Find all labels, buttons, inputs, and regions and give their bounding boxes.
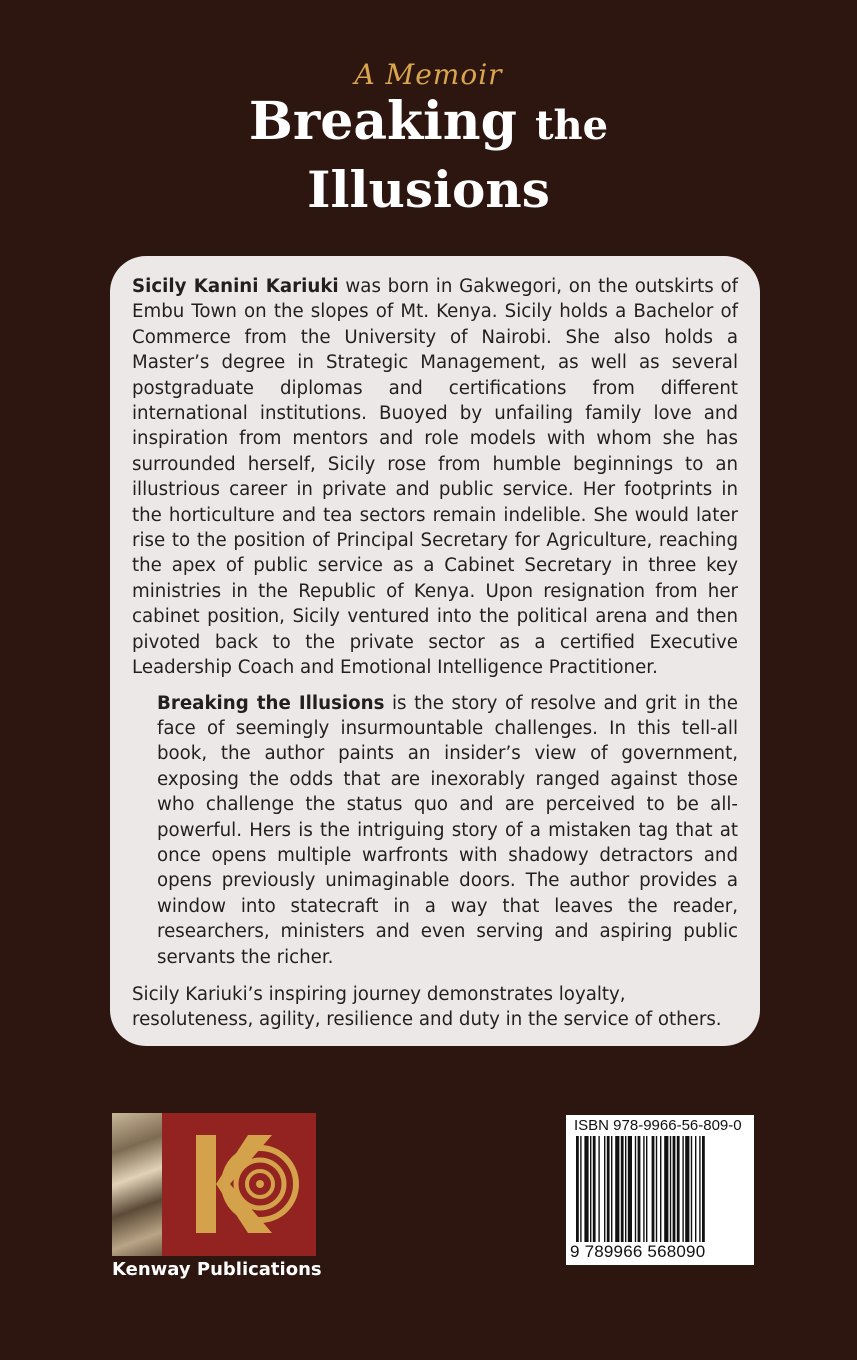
logo-photo-strip — [112, 1113, 162, 1256]
barcode-bar — [635, 1136, 636, 1242]
barcode-bar — [638, 1136, 641, 1242]
barcode-bar — [607, 1136, 610, 1242]
logo-red-block — [162, 1113, 316, 1256]
barcode-bar — [702, 1136, 705, 1242]
author-name: Sicily Kanini Kariuki — [132, 276, 339, 297]
title-breaking: Breaking — [248, 91, 517, 152]
story-text: is the story of resolve and grit in the face of seemingly insurmountable challenges. In this tell-all book, the author paints an insider’s view of government, exposing the odds that are inexorably ranged against those who challenge the status quo and are perceived to be all-powerful. Hers is the intriguing story of a mistaken tag that at once opens multiple warfronts with shadowy detractors and opens previously unimaginable doors. The author provides a window into statecraft in a way that leaves the reader, researchers, ministers and even serving and aspiring public servants the richer. — [157, 692, 738, 968]
barcode-bar — [604, 1136, 605, 1242]
barcode-bar — [611, 1136, 612, 1242]
story-paragraph — [157, 691, 738, 970]
book-title-line-2: Illusions — [307, 160, 550, 219]
barcode-bar — [673, 1136, 676, 1242]
barcode-bar — [699, 1136, 700, 1242]
barcode-bar — [615, 1136, 619, 1242]
publisher-logo — [112, 1113, 316, 1256]
barcode-bar — [643, 1136, 644, 1242]
barcode-bar — [660, 1136, 661, 1242]
barcode-bar — [576, 1136, 579, 1242]
barcode-bar — [656, 1136, 657, 1242]
barcode-bar — [584, 1136, 588, 1242]
barcode-bar — [598, 1136, 599, 1242]
barcode-bar — [646, 1136, 647, 1242]
barcode-bar — [677, 1136, 680, 1242]
barcode-bars — [576, 1136, 746, 1242]
barcode-bar — [590, 1136, 591, 1242]
author-bio-text: was born in Gakwegori, on the outskirts of Embu Town on the slopes of Mt. Kenya. Sicily holds a Bachelor of Commerce from the University of Nairobi. She also holds a Master’s degree in Strategic Management, as well as several postgraduate diplomas and certifications from different international institutions. Buoyed by unfailing family love and inspiration from mentors and role models with whom she has surrounded herself, Sicily rose from humble beginnings to an illustrious career in private and public service. Her footprints in the horticulture and tea sectors remain indelible. She would later rise to the position of Principal Secretary for Agriculture, reaching the apex of public service as a Cabinet Secretary in three key ministries in the Republic of Kenya. Upon resignation from her cabinet position, Sicily ventured into the political arena and then pivoted back to the private sector as a certified Executive Leadership Coach and Emotional Intelligence Practitioner. — [132, 276, 738, 679]
closing-paragraph: Sicily Kariuki’s inspiring journey demonstrates loyalty, resoluteness, agility, resilience and duty in the service of others. — [132, 983, 722, 1031]
barcode-bar — [593, 1136, 596, 1242]
title-the: the — [535, 102, 609, 149]
memoir-subtitle: A Memoir — [354, 58, 503, 91]
barcode-bar — [652, 1136, 655, 1242]
barcode-bar — [580, 1136, 581, 1242]
barcode-bar — [682, 1136, 683, 1242]
barcode-digits: 9 789966 568090 — [570, 1242, 706, 1261]
author-bio-paragraph — [132, 274, 738, 681]
publisher-name: Kenway Publications — [112, 1259, 322, 1280]
barcode-bar — [628, 1136, 632, 1242]
kenway-k-emblem-icon — [162, 1113, 316, 1256]
barcode-bar — [670, 1136, 671, 1242]
barcode-bar — [691, 1136, 692, 1242]
book-title-line-1 — [0, 91, 857, 152]
isbn-label: ISBN 978-9966-56-809-0 — [574, 1117, 742, 1134]
barcode-bar — [695, 1136, 696, 1242]
book-title-inline: Breaking the Illusions — [157, 692, 385, 714]
barcode-bar — [664, 1136, 668, 1242]
barcode-bar — [621, 1136, 624, 1242]
barcode-bar — [625, 1136, 626, 1242]
barcode-bar — [685, 1136, 689, 1242]
blurb-panel — [110, 256, 760, 1046]
barcode-block — [566, 1115, 754, 1265]
